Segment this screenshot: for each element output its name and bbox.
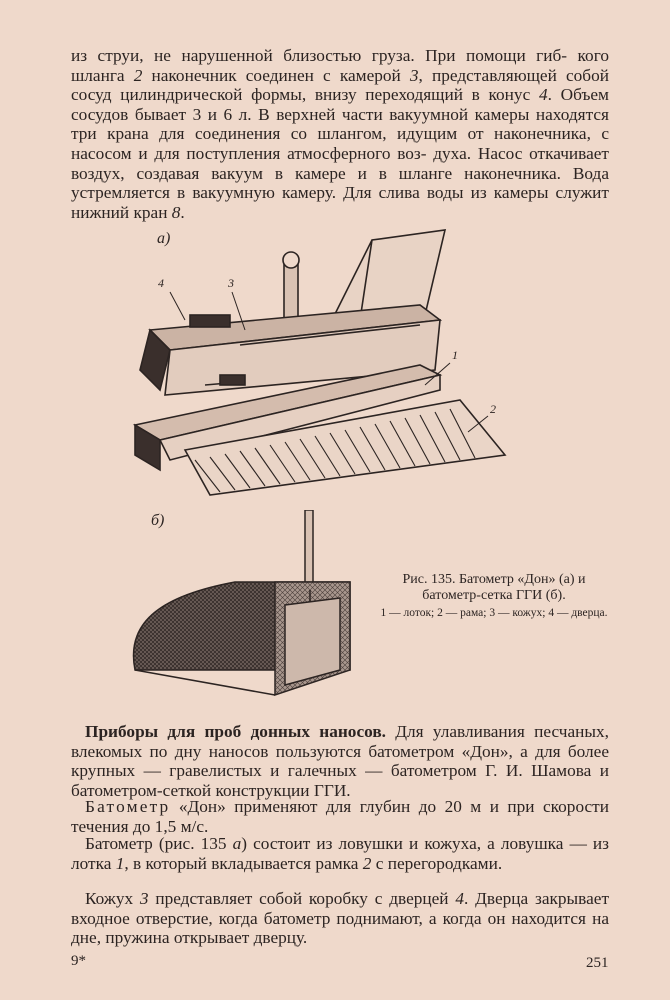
caption-legend: 1 — лоток; 2 — рама; 3 — кожух; 4 — дверца. — [380, 607, 608, 619]
figure-a-drawing — [120, 220, 530, 500]
part-number-1: 1 — [452, 348, 458, 362]
paragraph-bottom-sediment: Приборы для проб донных наносов. Для улавливания песчаных, влекомых по дну наносов пользуются батометром «Дон», а для более крупных — гравелистых и галечных — батометром Г. И. Шамова и батометром-сеткой конструкции ГГИ. — [71, 722, 609, 800]
signature-mark: 9* — [71, 953, 86, 969]
paragraph-don-structure: Батометр (рис. 135 а) состоит из ловушки и кожуха, а ловушка — из лотка 1, в который вкладывается рамка 2 с перегородками. — [71, 834, 610, 873]
paragraph-don-usage: Батометр «Дон» применяют для глубин до 20 м и при скорости течения до 1,5 м/с. — [71, 797, 609, 836]
part-number-4: 4 — [158, 276, 164, 290]
figure-b-drawing — [125, 510, 360, 705]
paragraph-intro: из струи, не нарушенной близостью груза. При помощи гиб- кого шланга 2 наконечник соединен с камерой 3, представляющей собой сосуд цилиндрической формы, внизу переходящий в конус 4. Объем сосудов бывает 3 и 6 л. В верхней части вакуумной камеры находятся три крана для соединения со шлангом, идущим от наконечника, с насосом и для поступления атмосферного воз- духа. Насос откачивает воздух, создавая вакуум в камере и в шланге наконечника. Вода устремляется в вакуумную камеру. Для слива воды из камеры служит нижний кран 8. — [71, 46, 610, 222]
page-number: 251 — [586, 955, 609, 971]
part-number-3: 3 — [228, 276, 234, 290]
part-number-2: 2 — [490, 402, 496, 416]
figure-label-b: б) — [151, 512, 165, 529]
caption-title: Рис. 135. Батометр «Дон» (а) и батометр-сетка ГГИ (б). — [402, 572, 586, 603]
figure-label-a: а) — [157, 230, 171, 247]
paragraph-casing: Кожух 3 представляет собой коробку с дверцей 4. Дверца закрывает входное отверстие, когда батометр поднимают, а когда он находится на дне, пружина открывает дверцу. — [71, 889, 609, 948]
figure-caption — [376, 572, 612, 620]
